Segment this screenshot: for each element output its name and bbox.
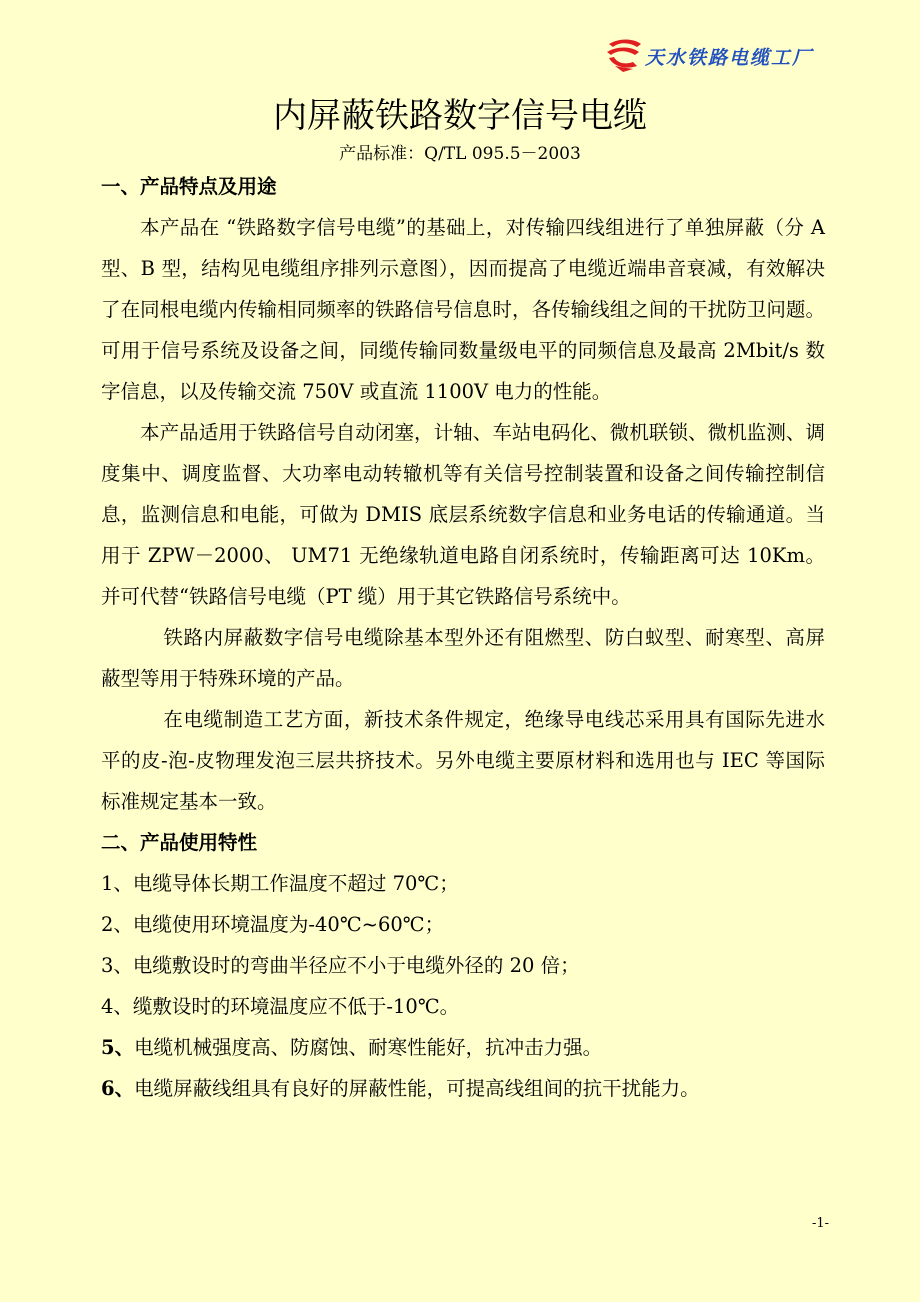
company-logo-icon (603, 36, 643, 76)
list-item-number: 6、 (101, 1077, 135, 1100)
list-item-text: 电缆导体长期工作温度不超过 70℃； (132, 872, 459, 895)
list-item (101, 986, 825, 1027)
company-logo (603, 36, 813, 76)
list-item (101, 904, 825, 945)
list-item-text: 电缆使用环境温度为-40℃~60℃； (132, 913, 445, 936)
list-item-number: 3、 (101, 954, 133, 977)
paragraph: 本产品适用于铁路信号自动闭塞，计轴、车站电码化、微机联锁、微机监测、调度集中、调度监督、大功率电动转辙机等有关信号控制装置和设备之间传输控制信息，监测信息和电能，可做为 DMIS 底层系统数字信息和业务电话的传输通道。当用于 ZPW－2000、 UM71 无绝缘轨道电路自闭系统时，传输距离可达 10Km。并可代替“铁路信号电缆（PT 缆）用于其它铁路信号系统中。 (101, 421, 825, 608)
document-body (101, 166, 825, 1109)
product-standard: 产品标准：Q/TL 095.5－2003 (339, 144, 581, 164)
list-item-number: 4、 (101, 995, 133, 1018)
page-number: -1- (812, 1216, 830, 1231)
company-name: 天水铁路电缆工厂 (645, 46, 814, 69)
list-item-text: 电缆敷设时的弯曲半径应不小于电缆外径的 20 倍； (132, 954, 580, 977)
list-item-text: 电缆屏蔽线组具有良好的屏蔽性能，可提高线组间的抗干扰能力。 (134, 1077, 700, 1100)
list-item-number: 1、 (101, 872, 133, 895)
paragraph: 铁路内屏蔽数字信号电缆除基本型外还有阻燃型、防白蚁型、耐寒型、高屏蔽型等用于特殊环境的产品。 (101, 626, 825, 690)
list-item-text: 电缆机械强度高、防腐蚀、耐寒性能好，抗冲击力强。 (134, 1036, 603, 1059)
section-heading: 二、产品使用特性 (101, 831, 258, 854)
paragraph: 在电缆制造工艺方面，新技术条件规定，绝缘导电线芯采用具有国际先进水平的皮-泡-皮物理发泡三层共挤技术。另外电缆主要原材料和选用也与 IEC 等国际标准规定基本一致。 (101, 708, 825, 813)
list-item (101, 863, 825, 904)
section-heading: 一、产品特点及用途 (101, 175, 277, 198)
list-item (101, 945, 825, 986)
list-item (101, 1068, 825, 1109)
paragraph: 本产品在 “铁路数字信号电缆”的基础上，对传输四线组进行了单独屏蔽（分 A 型、B 型，结构见电缆组序排列示意图），因而提高了电缆近端串音衰减，有效解决了在同根电缆内传输相同频率的铁路信号信息时，各传输线组之间的干扰防卫问题。可用于信号系统及设备之间，同缆传输同数量级电平的同频信息及最高 2Mbit/s 数字信息，以及传输交流 750V 或直流 1100V 电力的性能。 (101, 216, 825, 403)
list-item-number: 5、 (101, 1036, 135, 1059)
list-item-number: 2、 (101, 913, 133, 936)
list-item-text: 缆敷设时的环境温度应不低于-10℃。 (132, 995, 460, 1018)
list-item (101, 1027, 825, 1068)
document-title: 内屏蔽铁路数字信号电缆 (273, 96, 647, 136)
